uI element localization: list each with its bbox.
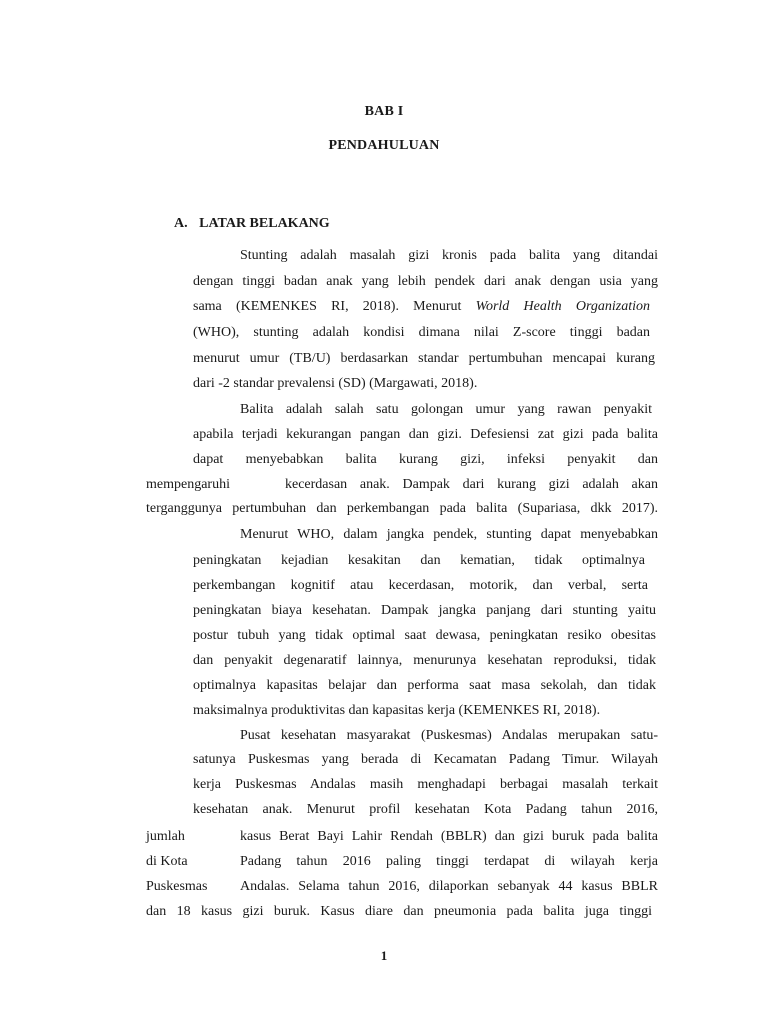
- text-line: dengan tinggi badan anak yang lebih pendek dari anak dengan usia yang: [193, 274, 658, 289]
- text-line: menurut umur (TB/U) berdasarkan standar pertumbuhan mencapai kurang: [193, 351, 655, 366]
- text-line: dan penyakit degenaratif lainnya, menurunya kesehatan reproduksi, tidak: [193, 653, 656, 668]
- text-line: Menurut WHO, dalam jangka pendek, stunting dapat menyebabkan: [240, 527, 658, 542]
- text-line: dan 18 kasus gizi buruk. Kasus diare dan pneumonia pada balita juga tinggi: [146, 904, 652, 919]
- section-name: LATAR BELAKANG: [199, 216, 330, 231]
- text-line: satunya Puskesmas yang berada di Kecamatan Padang Timur. Wilayah: [193, 752, 658, 767]
- italic-term: World Health Organization: [475, 299, 650, 314]
- text-line: maksimalnya produktivitas dan kapasitas kerja (KEMENKES RI, 2018).: [193, 703, 601, 718]
- text-line: Balita adalah salah satu golongan umur yang rawan penyakit: [240, 402, 652, 417]
- chapter-title: PENDAHULUAN: [328, 138, 440, 153]
- text-line: postur tubuh yang tidak optimal saat dewasa, peningkatan resiko obesitas: [193, 628, 656, 643]
- text-line: optimalnya kapasitas belajar dan performa saat masa sekolah, dan tidak: [193, 678, 656, 693]
- text-line: kecerdasan anak. Dampak dari kurang gizi adalah akan: [285, 477, 658, 492]
- section-heading: [174, 216, 330, 232]
- text-line-lead: mempengaruhi: [146, 477, 230, 492]
- text-line: Padang tahun 2016 paling tinggi terdapat di wilayah kerja: [240, 854, 658, 869]
- text-line: kesehatan anak. Menurut profil kesehatan Kota Padang tahun 2016,: [193, 802, 658, 817]
- chapter-heading: BAB I: [364, 104, 404, 119]
- text-line: Pusat kesehatan masyarakat (Puskesmas) Andalas merupakan satu-: [240, 728, 658, 743]
- text-line: dari -2 standar prevalensi (SD) (Margawati, 2018).: [193, 376, 478, 391]
- text-line-lead: di Kota: [146, 854, 188, 869]
- text-line: peningkatan biaya kesehatan. Dampak jangka panjang dari stunting yaitu: [193, 603, 656, 618]
- text-line: (WHO), stunting adalah kondisi dimana nilai Z-score tinggi badan: [193, 325, 650, 340]
- page-number: 1: [380, 948, 388, 963]
- text-line: perkembangan kognitif atau kecerdasan, motorik, dan verbal, serta: [193, 578, 648, 593]
- text-line: terganggunya pertumbuhan dan perkembangan pada balita (Supariasa, dkk 2017).: [146, 501, 658, 516]
- text-line: peningkatan kejadian kesakitan dan kematian, tidak optimalnya: [193, 553, 645, 568]
- text-line: kasus Berat Bayi Lahir Rendah (BBLR) dan gizi buruk pada balita: [240, 829, 658, 844]
- section-letter: A.: [174, 216, 188, 231]
- text-line: dapat menyebabkan balita kurang gizi, infeksi penyakit dan: [193, 452, 658, 467]
- text-line-lead: Puskesmas: [146, 879, 208, 894]
- text-line: kerja Puskesmas Andalas masih menghadapi berbagai masalah terkait: [193, 777, 658, 792]
- text-line: apabila terjadi kekurangan pangan dan gizi. Defesiensi zat gizi pada balita: [193, 427, 658, 442]
- text-line-lead: jumlah: [146, 829, 185, 844]
- text-line: Andalas. Selama tahun 2016, dilaporkan sebanyak 44 kasus BBLR: [240, 879, 658, 894]
- text-line: Stunting adalah masalah gizi kronis pada balita yang ditandai: [240, 248, 658, 263]
- text-line: sama (KEMENKES RI, 2018). Menurut World Health Organization: [193, 299, 650, 314]
